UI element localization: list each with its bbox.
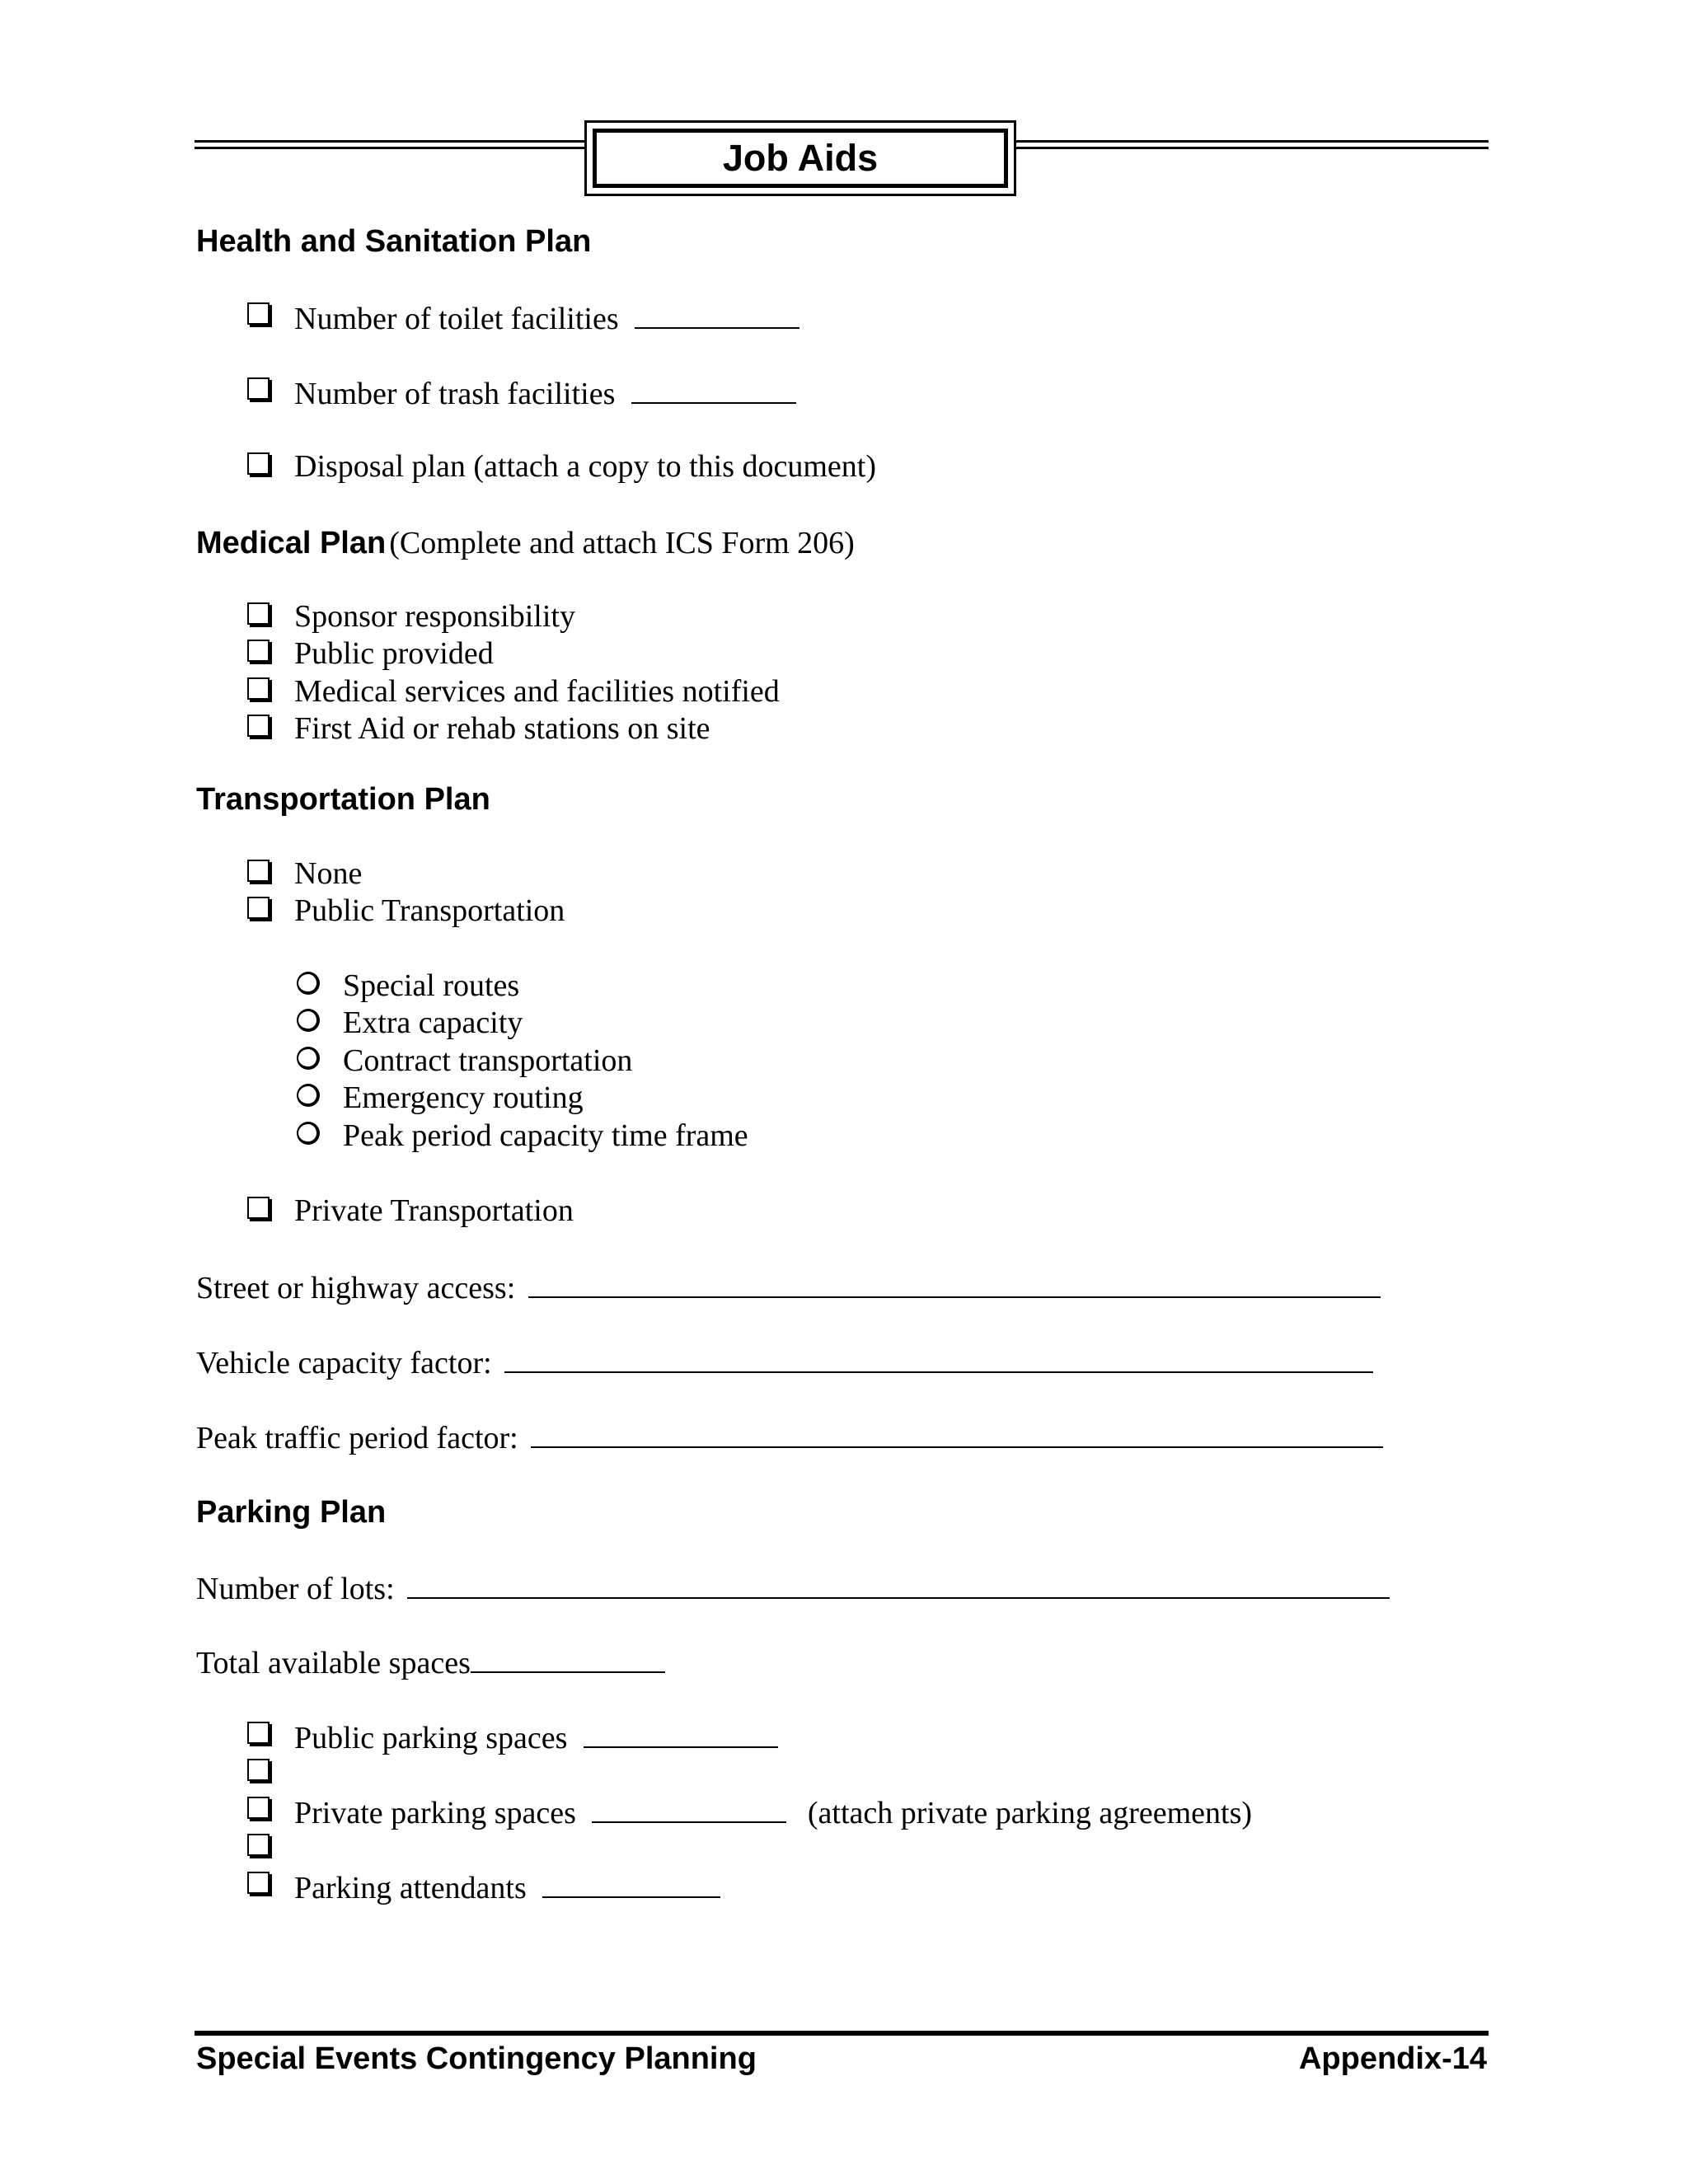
peak-traffic-blank[interactable] <box>531 1420 1383 1448</box>
checkbox-empty-2[interactable] <box>247 1834 270 1856</box>
private-parking-note: (attach private parking agreements) <box>807 1796 1253 1830</box>
peak-traffic-label: Peak traffic period factor: <box>196 1421 518 1455</box>
medical-services-label: Medical services and facilities notified <box>294 674 780 709</box>
medical-note: (Complete and attach ICS Form 206) <box>389 526 855 560</box>
parking-attendants-item <box>294 1870 720 1904</box>
checkbox-public-transportation[interactable] <box>247 897 270 919</box>
footer-rule <box>195 2031 1489 2036</box>
private-parking-blank[interactable] <box>592 1795 786 1823</box>
number-of-lots-field <box>196 1571 1390 1605</box>
total-spaces-blank[interactable] <box>471 1645 665 1673</box>
public-provided-label: Public provided <box>294 636 494 671</box>
extra-capacity-label: Extra capacity <box>343 1005 523 1040</box>
checkbox-parking-attendants[interactable] <box>247 1872 270 1894</box>
checkbox-sponsor-responsibility[interactable] <box>247 602 270 625</box>
public-parking-label: Public parking spaces <box>294 1721 568 1755</box>
trash-facilities-item <box>294 376 796 410</box>
checkbox-public-parking[interactable] <box>247 1722 270 1744</box>
none-label: None <box>294 856 363 891</box>
number-of-lots-label: Number of lots: <box>196 1572 395 1606</box>
parking-heading: Parking Plan <box>196 1495 387 1530</box>
health-heading: Health and Sanitation Plan <box>196 224 592 259</box>
trash-facilities-label: Number of trash facilities <box>294 377 616 411</box>
toilet-facilities-blank[interactable] <box>635 301 799 329</box>
radio-contract-transportation[interactable] <box>297 1047 320 1070</box>
checkbox-toilet-facilities[interactable] <box>247 302 270 325</box>
disposal-plan-label: Disposal plan (attach a copy to this document) <box>294 449 876 484</box>
vehicle-capacity-blank[interactable] <box>504 1345 1373 1373</box>
checkbox-disposal-plan[interactable] <box>247 452 270 475</box>
toilet-facilities-label: Number of toilet facilities <box>294 302 619 336</box>
checkbox-public-provided[interactable] <box>247 640 270 662</box>
checkbox-trash-facilities[interactable] <box>247 377 270 400</box>
checkbox-private-parking[interactable] <box>247 1797 270 1819</box>
trash-facilities-blank[interactable] <box>631 376 796 404</box>
checkbox-private-transportation[interactable] <box>247 1197 270 1219</box>
street-access-blank[interactable] <box>528 1270 1381 1298</box>
checkbox-empty-1[interactable] <box>247 1759 270 1781</box>
peak-traffic-field <box>196 1420 1383 1454</box>
checkbox-none[interactable] <box>247 860 270 882</box>
footer-title: Special Events Contingency Planning <box>196 2041 757 2076</box>
street-access-label: Street or highway access: <box>196 1271 516 1305</box>
title-box <box>584 120 1016 196</box>
footer-page-number: Appendix-14 <box>1298 2041 1487 2076</box>
emergency-routing-label: Emergency routing <box>343 1080 584 1115</box>
contract-transportation-label: Contract transportation <box>343 1043 633 1078</box>
medical-heading: Medical Plan <box>196 526 387 560</box>
special-routes-label: Special routes <box>343 968 520 1003</box>
radio-peak-period[interactable] <box>297 1122 320 1145</box>
private-parking-item <box>294 1795 1252 1829</box>
parking-attendants-label: Parking attendants <box>294 1871 527 1905</box>
vehicle-capacity-label: Vehicle capacity factor: <box>196 1346 492 1380</box>
private-parking-label: Private parking spaces <box>294 1796 576 1830</box>
checkbox-first-aid[interactable] <box>247 715 270 737</box>
total-spaces-field <box>196 1645 665 1679</box>
sponsor-responsibility-label: Sponsor responsibility <box>294 599 575 634</box>
public-parking-blank[interactable] <box>584 1720 778 1748</box>
toilet-facilities-item <box>294 301 799 335</box>
first-aid-label: First Aid or rehab stations on site <box>294 711 710 746</box>
peak-period-label: Peak period capacity time frame <box>343 1118 748 1153</box>
public-transportation-label: Public Transportation <box>294 893 565 928</box>
public-parking-item <box>294 1720 778 1754</box>
medical-heading-line <box>196 527 855 559</box>
private-transportation-label: Private Transportation <box>294 1193 574 1228</box>
transportation-heading: Transportation Plan <box>196 782 490 817</box>
parking-attendants-blank[interactable] <box>542 1870 720 1898</box>
page-title: Job Aids <box>722 137 879 179</box>
radio-special-routes[interactable] <box>297 972 320 995</box>
number-of-lots-blank[interactable] <box>407 1571 1390 1599</box>
radio-emergency-routing[interactable] <box>297 1084 320 1107</box>
total-spaces-label: Total available spaces <box>196 1646 471 1680</box>
checkbox-medical-services[interactable] <box>247 677 270 700</box>
radio-extra-capacity[interactable] <box>297 1009 320 1032</box>
street-access-field <box>196 1270 1381 1304</box>
vehicle-capacity-field <box>196 1345 1373 1379</box>
